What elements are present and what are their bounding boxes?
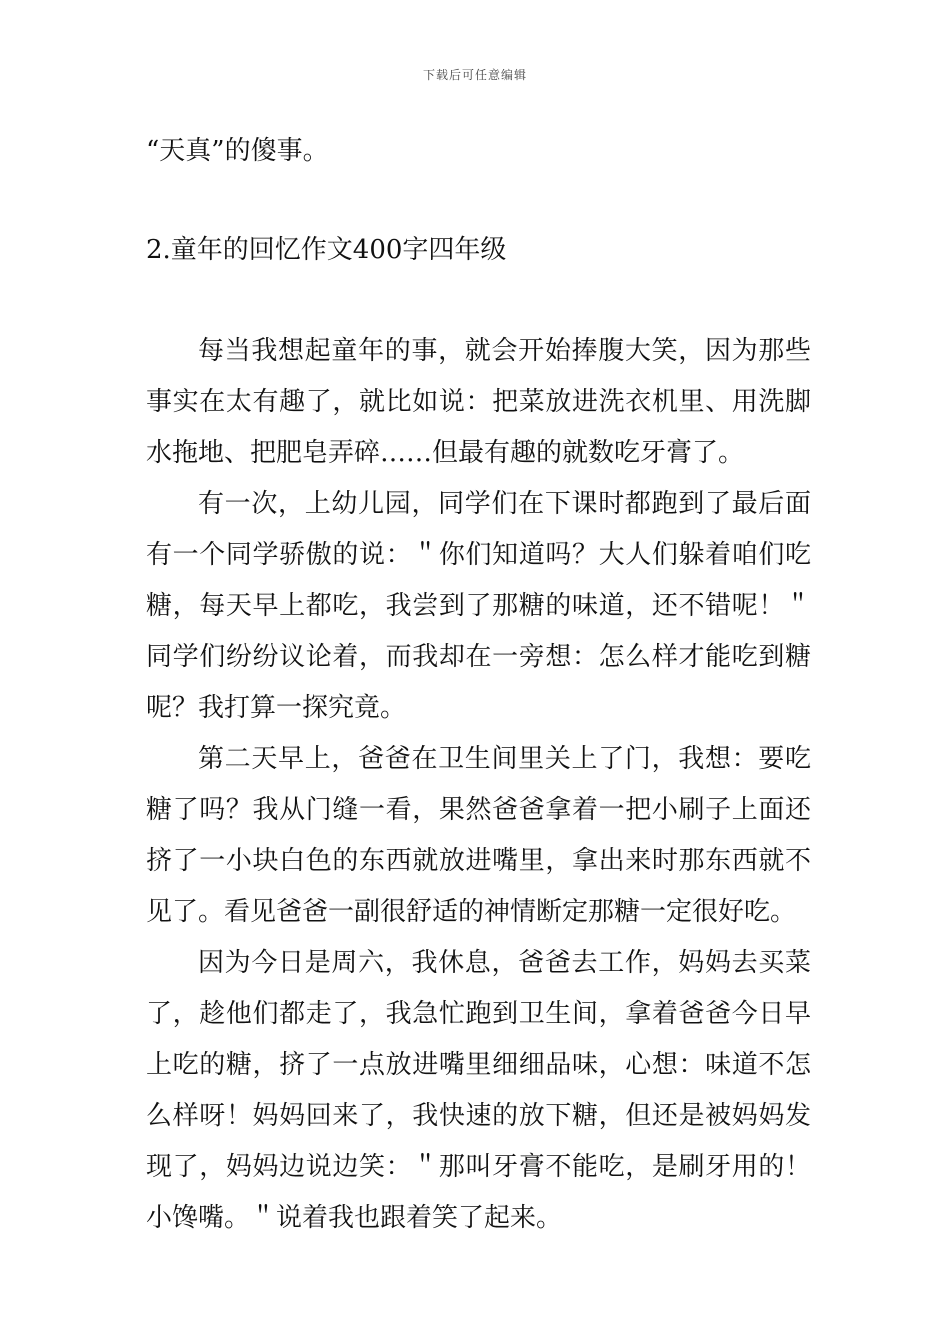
paragraph-3: 第二天早上，爸爸在卫生间里关上了门，我想：要吃糖了吗？我从门缝一看，果然爸爸拿着一把小刷子上面还挤了一小块白色的东西就放进嘴里，拿出来时那东西就不见了。看见爸爸一副很舒适的神情断定那糖一定很好吃。 [146, 744, 811, 927]
section-heading: 2.童年的回忆作文400字四年级 [146, 235, 507, 265]
intro-line: “天真”的傻事。 [146, 136, 329, 166]
page-header: 下载后可任意编辑 [422, 68, 527, 82]
paragraph-1: 每当我想起童年的事，就会开始捧腹大笑，因为那些事实在太有趣了，就比如说：把菜放进洗衣机里、用洗脚水拖地、把肥皂弄碎……但最有趣的就数吃牙膏了。 [146, 336, 811, 468]
paragraph-4: 因为今日是周六，我休息，爸爸去工作，妈妈去买菜了，趁他们都走了，我急忙跑到卫生间，拿着爸爸今日早上吃的糖，挤了一点放进嘴里细细品味，心想：味道不怎么样呀！妈妈回来了，我快速的放下糖，但还是被妈妈发现了，妈妈边说边笑：＂那叫牙膏不能吃，是刷牙用的！小馋嘴。＂说着我也跟着笑了起来。 [146, 948, 811, 1233]
paragraph-2: 有一次，上幼儿园，同学们在下课时都跑到了最后面有一个同学骄傲的说：＂你们知道吗？大人们躲着咱们吃糖，每天早上都吃，我尝到了那糖的味道，还不错呢！＂同学们纷纷议论着，而我却在一旁想：怎么样才能吃到糖呢？我打算一探究竟。 [146, 489, 811, 723]
